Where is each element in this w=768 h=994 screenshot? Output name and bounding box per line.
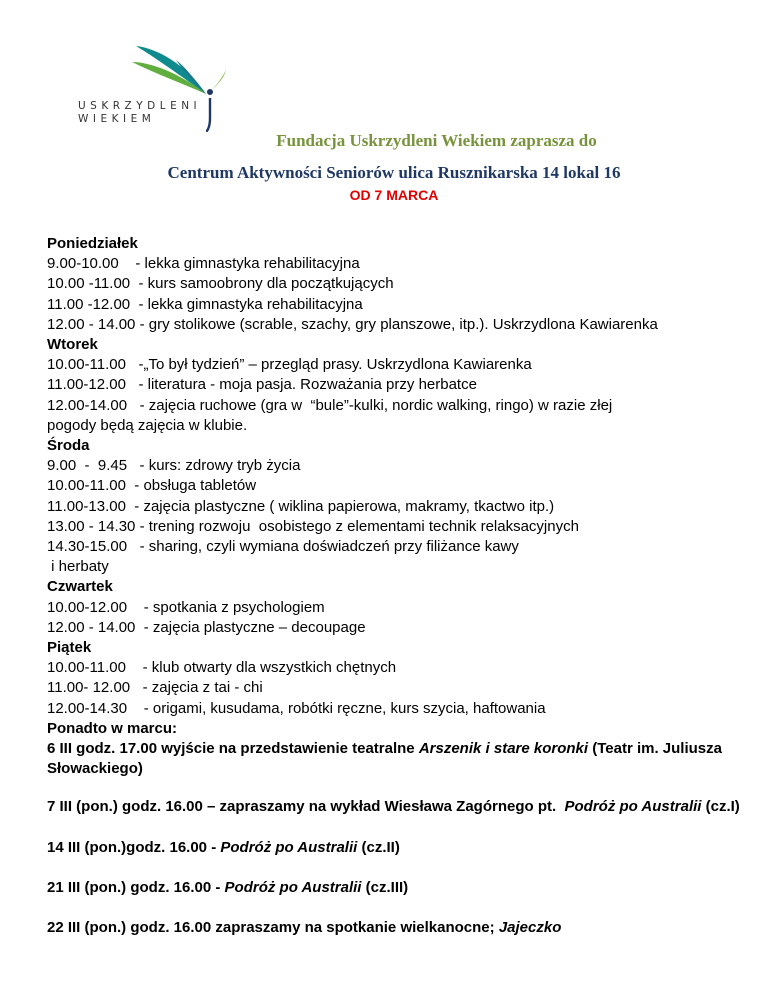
- schedule-item: 13.00 - 14.30 - trening rozwoju osobistego z elementami technik relaksacyjnych: [47, 517, 579, 535]
- extra-heading: Ponadto w marcu:: [47, 719, 178, 737]
- schedule-item: 9.00-10.00 - lekka gimnastyka rehabilitacyjna: [47, 255, 360, 273]
- schedule-item: 12.00 - 14.00 - zajęcia plastyczne – decoupage: [47, 618, 366, 636]
- event-item: 14 III (pon.)godz. 16.00 - Podróż po Australii (cz.II): [47, 838, 400, 856]
- start-date: OD 7 MARCA: [349, 187, 439, 203]
- schedule-item: pogody będą zajęcia w klubie.: [47, 416, 248, 434]
- extra-events: [47, 719, 747, 938]
- day-heading-tuesday: Wtorek: [47, 336, 98, 354]
- schedule-item: 11.00-13.00 - zajęcia plastyczne ( wiklina papierowa, makramy, tkactwo itp.): [47, 497, 555, 515]
- schedule-item: 10.00-12.00 - spotkania z psychologiem: [47, 598, 325, 616]
- day-heading-monday: Poniedziałek: [47, 235, 138, 252]
- schedule-item: 11.00 -12.00 - lekka gimnastyka rehabilitacyjna: [47, 295, 363, 313]
- center-heading: Centrum Aktywności Seniorów ulica Rusznikarska 14 lokal 16: [167, 163, 621, 182]
- schedule-item: 10.00 -11.00 - kurs samoobrony dla początkujących: [47, 275, 394, 293]
- day-heading-friday: Piątek: [47, 639, 92, 657]
- logo-line2: WIEKIEM: [78, 113, 156, 125]
- schedule-item: 10.00-11.00 - klub otwarty dla wszystkich chętnych: [47, 659, 397, 677]
- logo-line1: USKRZYDLENI: [78, 100, 202, 112]
- schedule-item: 12.00-14.30 - origami, kusudama, robótki ręczne, kurs szycia, haftowania: [47, 699, 546, 717]
- logo: [76, 44, 226, 134]
- dragonfly-icon: [76, 44, 226, 104]
- schedule-item: 12.00-14.00 - zajęcia ruchowe (gra w “bule”-kulki, nordic walking, ringo) w razie złej: [47, 396, 613, 414]
- day-heading-thursday: Czwartek: [47, 578, 113, 596]
- schedule-item: 11.00-12.00 - literatura - moja pasja. Rozważania przy herbatce: [47, 376, 477, 394]
- event-item: 6 III godz. 17.00 wyjście na przedstawienie teatralne Arszenik i stare koronki (Teatr im. Juliusza Słowackiego): [47, 740, 727, 778]
- schedule: [47, 234, 747, 958]
- day-heading-wednesday: Środa: [47, 437, 90, 455]
- schedule-item: 12.00 - 14.00 - gry stolikowe (scrable, szachy, gry planszowe, itp.). Uskrzydlona Kawiarenka: [47, 315, 658, 333]
- event-item: 7 III (pon.) godz. 16.00 – zapraszamy na wykład Wiesława Zagórnego pt. Podróż po Australii (cz.I): [47, 798, 740, 816]
- schedule-item: 11.00- 12.00 - zajęcia z tai - chi: [47, 679, 263, 697]
- schedule-item: 10.00-11.00 -„To był tydzień” – przegląd prasy. Uskrzydlona Kawiarenka: [47, 356, 532, 374]
- event-item: 21 III (pon.) godz. 16.00 - Podróż po Australii (cz.III): [47, 878, 409, 896]
- schedule-item: i herbaty: [47, 558, 109, 576]
- schedule-item: 9.00 - 9.45 - kurs: zdrowy tryb życia: [47, 457, 301, 475]
- event-item: 22 III (pon.) godz. 16.00 zapraszamy na spotkanie wielkanocne; Jajeczko: [47, 919, 562, 937]
- schedule-item: 10.00-11.00 - obsługa tabletów: [47, 477, 257, 495]
- logo-stroke-icon: [206, 88, 214, 132]
- schedule-item: 14.30-15.00 - sharing, czyli wymiana doświadczeń przy filiżance kawy: [47, 538, 519, 556]
- invite-heading: Fundacja Uskrzydleni Wiekiem zaprasza do: [276, 131, 597, 150]
